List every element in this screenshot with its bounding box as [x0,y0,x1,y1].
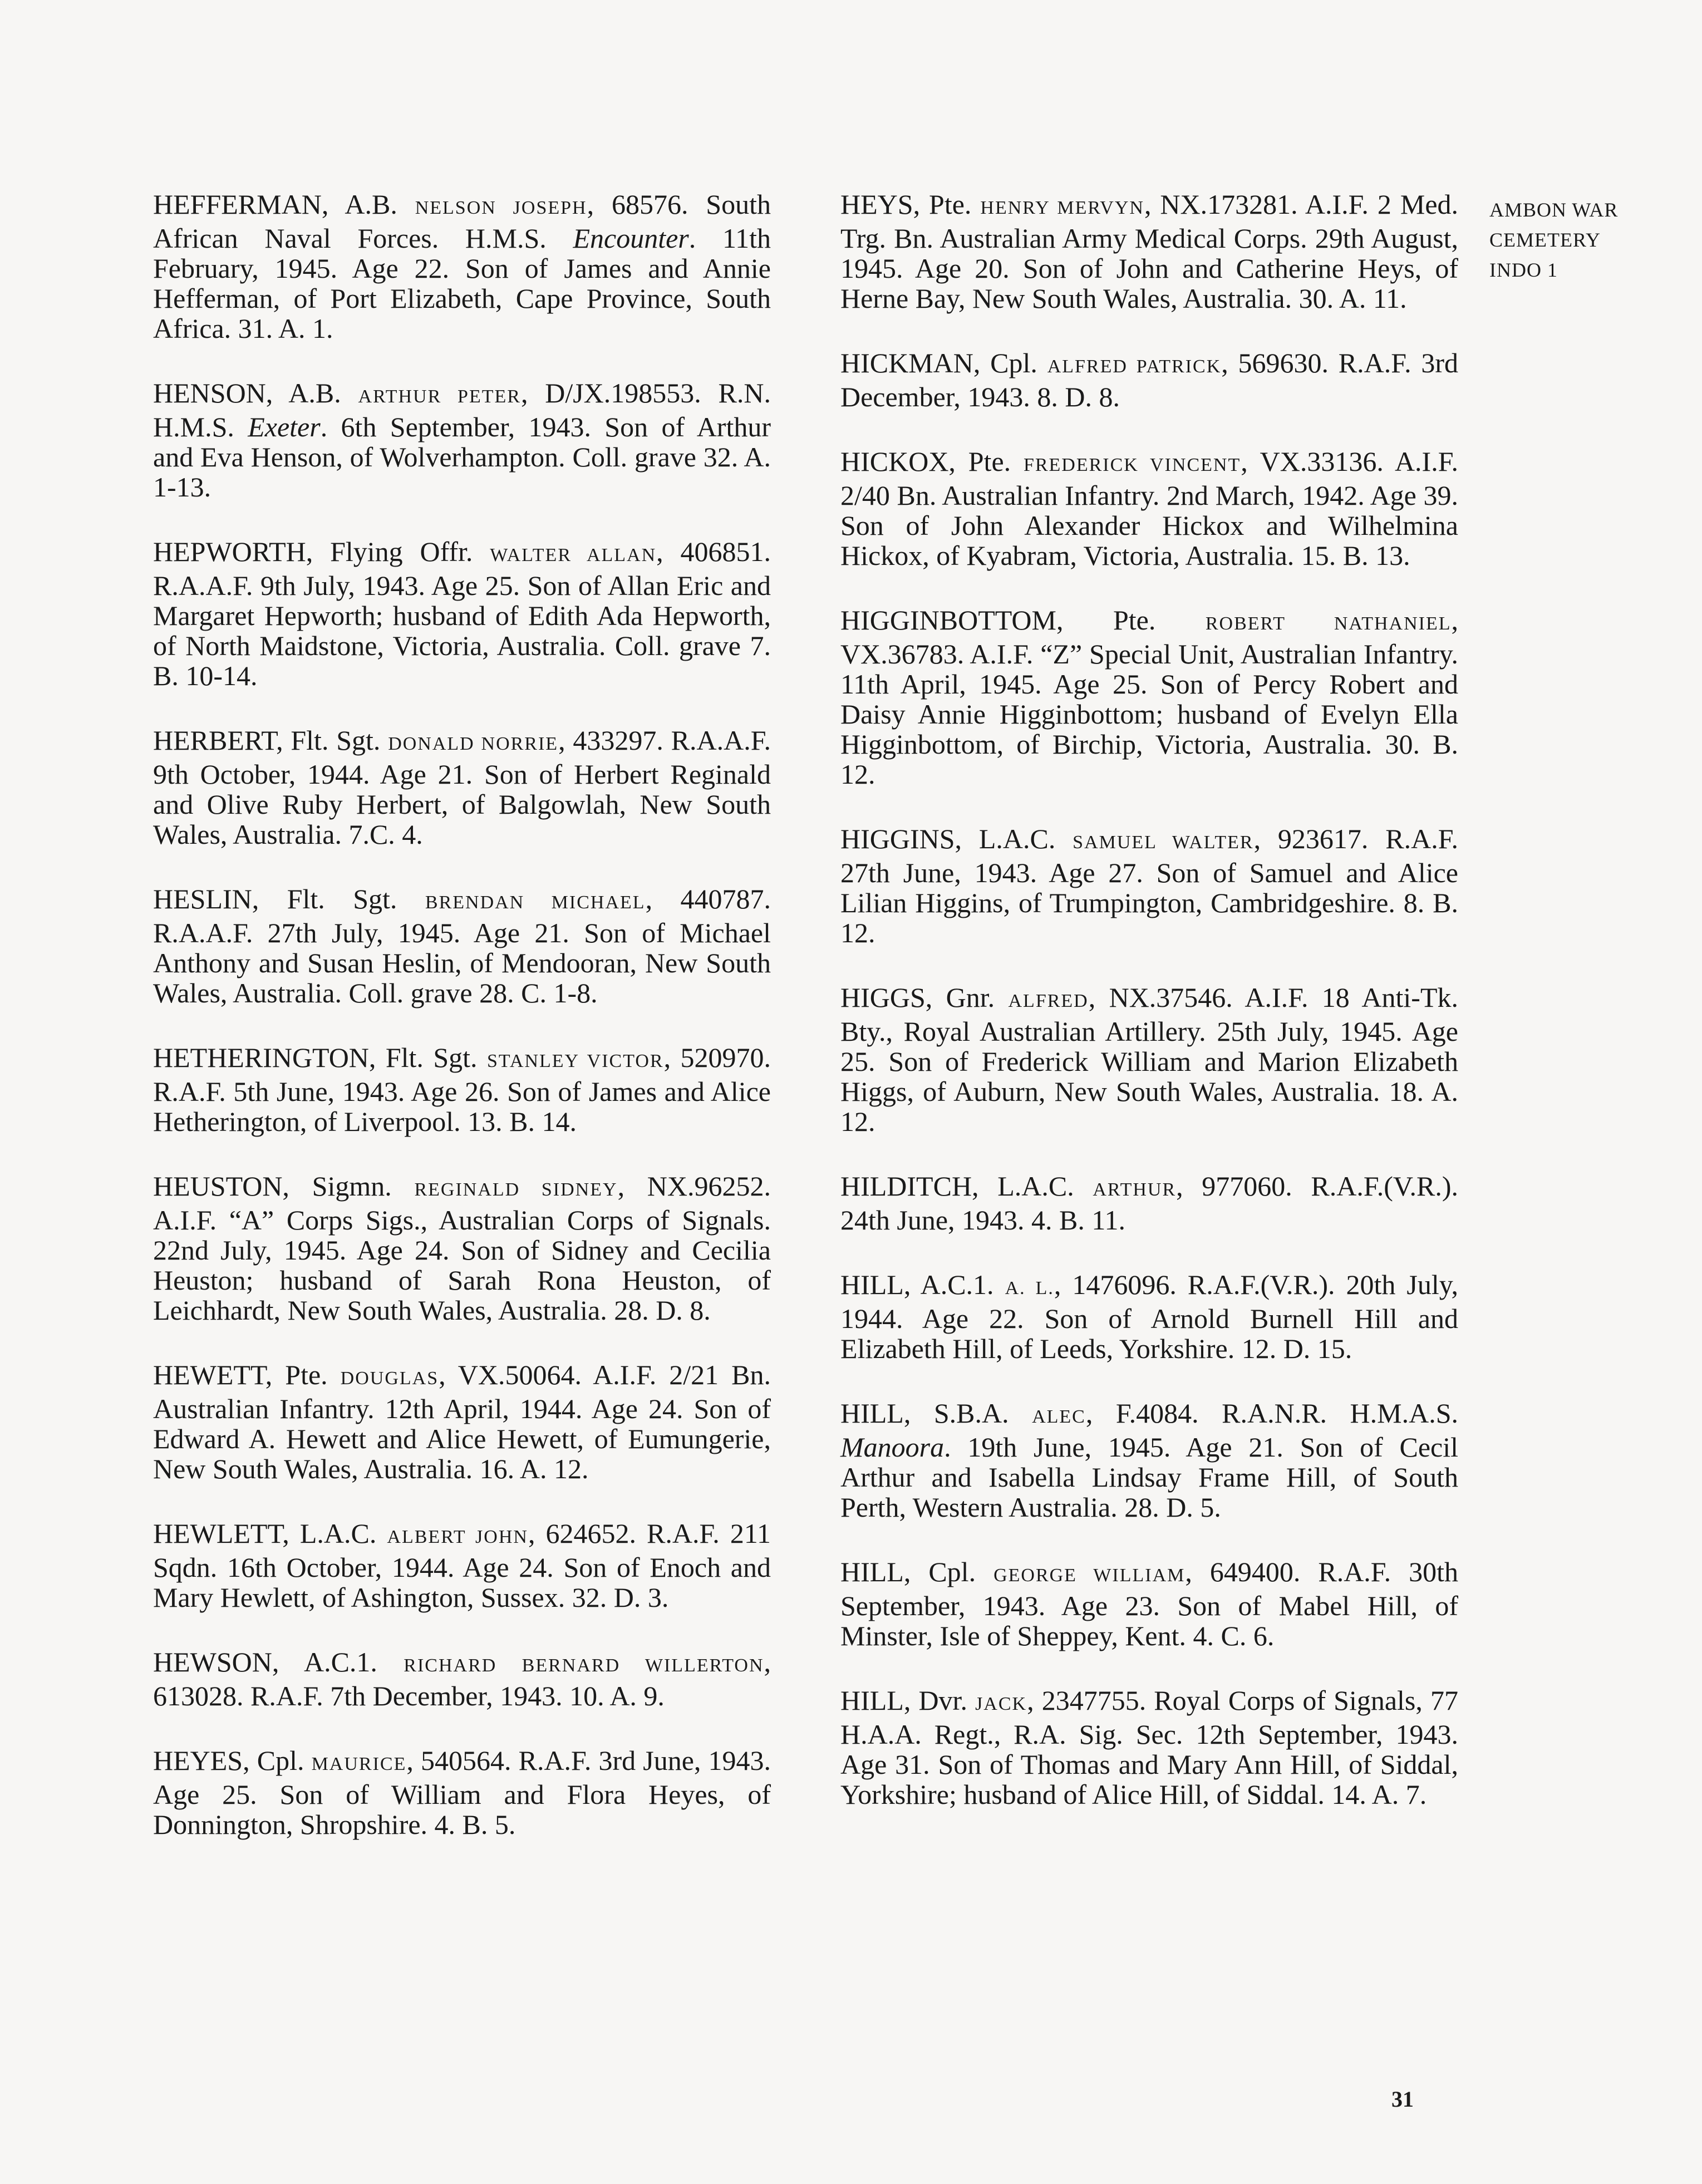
entry-details: , 624652. R.A.F. 211 Sqdn. 16th October, 1944. Age 24. Son of Enoch and Mary Hewlett, of Ashington, Sussex. 32. D. 3. [153,1518,771,1613]
entry-details: . 19th June, 1945. Age 21. Son of Cecil Arthur and Isabella Lindsay Frame Hill, of South Perth, Western Australia. 28. D. 5. [840,1432,1458,1523]
register-entry [840,1398,1458,1522]
surname-rank: HEWLETT, L.A.C. [153,1518,387,1549]
surname-rank: HEWETT, Pte. [153,1359,341,1390]
page-number: 31 [1391,2087,1414,2112]
given-names: ALEC [1032,1406,1086,1427]
register-entry [153,537,771,691]
given-names: JACK [975,1694,1027,1714]
register-entry [153,1518,771,1612]
entry-details: , NX.173281. A.I.F. 2 Med. Trg. Bn. Australian Army Medical Corps. 29th August, 1945. Age 20. Son of John and Catherine Heys, of Herne Bay, New South Wales, Australia. 30. A. 11. [840,189,1459,314]
entry-details: , 977060. R.A.F.(V.R.). 24th June, 1943. 4. B. 11. [840,1170,1459,1236]
entry-details: , 433297. R.A.A.F. 9th October, 1944. Age 21. Son of Herbert Reginald and Olive Ruby Herbert, of Balgowlah, New South Wales, Australia. 7.C. 4. [153,725,771,850]
given-names: SAMUEL WALTER [1073,832,1254,853]
given-names: ARTHUR PETER [358,386,521,407]
surname-rank: HEYS, Pte. [840,189,981,220]
register-entry [840,1270,1458,1364]
given-names: ROBERT NATHANIEL [1205,613,1452,634]
entry-details: , VX.50064. A.I.F. 2/21 Bn. Australian Infantry. 12th April, 1944. Age 24. Son of Edward A. Hewett and Alice Hewett, of Eumungerie, New South Wales, Australia. 16. A. 12. [153,1359,771,1484]
surname-rank: HILL, Cpl. [840,1556,994,1587]
register-entry [840,1685,1458,1809]
register-entry [153,884,771,1008]
register-entry [153,378,771,502]
register-entry [153,1360,771,1484]
register-entry [153,189,771,343]
given-names: BRENDAN MICHAEL [425,892,646,913]
surname-rank: HICKMAN, Cpl. [840,347,1047,378]
given-names: NELSON JOSEPH [415,198,587,218]
surname-rank: HEUSTON, Sigmn. [153,1170,415,1202]
surname-rank: HEFFERMAN, A.B. [153,189,415,220]
entry-details: , NX.37546. A.I.F. 18 Anti-Tk. Bty., Royal Australian Artillery. 25th July, 1945. Age 25. Son of Frederick William and Marion Elizabeth Higgs, of Auburn, New South Wales, Australia. 18. A. 12. [840,982,1458,1137]
entry-details: , D/JX.198553. R.N. H.M.S. [153,377,771,442]
register-entry [153,725,771,849]
entry-details: . 6th September, 1943. Son of Arthur and Eva Henson, of Wolverhampton. Coll. grave 32. A. 1-13. [153,411,771,503]
sidenote-line: CEMETERY [1489,229,1601,251]
given-names: REGINALD SIDNEY [414,1179,618,1200]
register-entry [840,605,1458,789]
surname-rank: HILL, A.C.1. [840,1269,1005,1300]
sidenote-line: AMBON WAR [1489,199,1619,221]
given-names: DONALD NORRIE [388,734,559,754]
entry-details: , 2347755. Royal Corps of Signals, 77 H.A.A. Regt., R.A. Sig. Sec. 12th September, 1943. Age 31. Son of Thomas and Mary Ann Hill, of Siddal, Yorkshire; husband of Alice Hill, of Siddal. 14. A. 7. [840,1685,1458,1810]
right-column [840,189,1458,1844]
surname-rank: HETHERINGTON, Flt. Sgt. [153,1042,487,1073]
surname-rank: HENSON, A.B. [153,377,358,409]
entry-details: , 440787. R.A.A.F. 27th July, 1945. Age 21. Son of Michael Anthony and Susan Heslin, of Mendooran, New South Wales, Australia. Coll. grave 28. C. 1-8. [153,883,771,1009]
register-entry [840,446,1458,570]
surname-rank: HERBERT, Flt. Sgt. [153,725,388,756]
entry-details: , 569630. R.A.F. 3rd December, 1943. 8. D. 8. [840,347,1458,412]
given-names: STANLEY VICTOR [486,1051,664,1071]
register-entry [153,1171,771,1325]
surname-rank: HEYES, Cpl. [153,1745,312,1776]
entry-details: , F.4084. R.A.N.R. H.M.A.S. [1085,1398,1459,1429]
entry-details: , NX.96252. A.I.F. “A” Corps Sigs., Australian Corps of Signals. 22nd July, 1945. Age 24. Son of Sidney and Cecilia Heuston; husband of Sarah Rona Heuston, of Leichhardt, New South Wales, Australia. 28. D. 8. [153,1170,771,1326]
entry-details: , 540564. R.A.F. 3rd June, 1943. Age 25. Son of William and Flora Heyes, of Donnington, Shropshire. 4. B. 5. [153,1745,771,1840]
surname-rank: HILL, Dvr. [840,1685,976,1716]
ship-name: Manoora [840,1432,945,1463]
register-entry [840,348,1458,412]
given-names: GEORGE WILLIAM [993,1565,1186,1586]
given-names: DOUGLAS [340,1368,439,1389]
entry-details: , 923617. R.A.F. 27th June, 1943. Age 27. Son of Samuel and Alice Lilian Higgins, of Trumpington, Cambridgeshire. 8. B. 12. [840,823,1458,948]
cemetery-sidenote [1489,195,1656,285]
entry-details: , 406851. R.A.A.F. 9th July, 1943. Age 25. Son of Allan Eric and Margaret Hepworth; husband of Edith Ada Hepworth, of North Maidstone, Victoria, Australia. Coll. grave 7. B. 10-14. [153,536,771,691]
left-column [153,189,771,1874]
given-names: RICHARD BERNARD WILLERTON [404,1655,764,1676]
register-entry [840,1171,1458,1235]
entry-details: , 1476096. R.A.F.(V.R.). 20th July, 1944. Age 22. Son of Arnold Burnell Hill and Elizabeth Hill, of Leeds, Yorkshire. 12. D. 15. [840,1269,1459,1364]
surname-rank: HILDITCH, L.A.C. [840,1170,1093,1202]
register-entry [840,1557,1458,1651]
given-names: MAURICE [311,1754,407,1774]
register-entry [840,824,1458,948]
given-names: ALFRED PATRICK [1047,356,1222,377]
entry-details: , 613028. R.A.F. 7th December, 1943. 10. A. 9. [153,1646,771,1711]
given-names: FREDERICK VINCENT [1023,455,1241,475]
entry-details: . 11th February, 1945. Age 22. Son of James and Annie Hefferman, of Port Elizabeth, Cape Province, South Africa. 31. A. 1. [153,223,771,344]
register-entry [153,1042,771,1137]
entry-details: , 649400. R.A.F. 30th September, 1943. Age 23. Son of Mabel Hill, of Minster, Isle of Sheppey, Kent. 4. C. 6. [840,1556,1458,1651]
surname-rank: HEPWORTH, Flying Offr. [153,536,490,567]
register-entry [840,982,1458,1137]
surname-rank: HILL, S.B.A. [840,1398,1032,1429]
entry-details: , 68576. South African Naval Forces. H.M.S. [153,189,771,254]
given-names: A. L. [1005,1278,1054,1298]
surname-rank: HIGGINS, L.A.C. [840,823,1073,854]
entry-details: , VX.36783. A.I.F. “Z” Special Unit, Australian Infantry. 11th April, 1945. Age 25. Son of Percy Robert and Daisy Annie Higginbottom; husband of Evelyn Ella Higginbottom, of Birchip, Victoria, Australia. 30. B. 12. [840,604,1458,790]
register-entry [153,1745,771,1839]
ship-name: Exeter [248,411,321,442]
surname-rank: HESLIN, Flt. Sgt. [153,883,425,914]
given-names: HENRY MERVYN [980,198,1144,218]
surname-rank: HEWSON, A.C.1. [153,1646,404,1678]
surname-rank: HIGGINBOTTOM, Pte. [840,604,1206,636]
given-names: ALBERT JOHN [387,1527,528,1547]
ship-name: Encounter [573,223,689,254]
register-entry [153,1647,771,1711]
given-names: ARTHUR [1093,1179,1177,1200]
given-names: ALFRED [1008,991,1089,1011]
surname-rank: HIGGS, Gnr. [840,982,1009,1013]
entry-details: , VX.33136. A.I.F. 2/40 Bn. Australian Infantry. 2nd March, 1942. Age 39. Son of John Alexander Hickox and Wilhelmina Hickox, of Kyabram, Victoria, Australia. 15. B. 13. [840,446,1459,571]
entry-details: , 520970. R.A.F. 5th June, 1943. Age 26. Son of James and Alice Hetherington, of Liverpool. 13. B. 14. [153,1042,771,1137]
surname-rank: HICKOX, Pte. [840,446,1024,477]
sidenote-line: INDO 1 [1489,259,1558,281]
register-entry [840,189,1458,313]
given-names: WALTER ALLAN [490,545,657,565]
